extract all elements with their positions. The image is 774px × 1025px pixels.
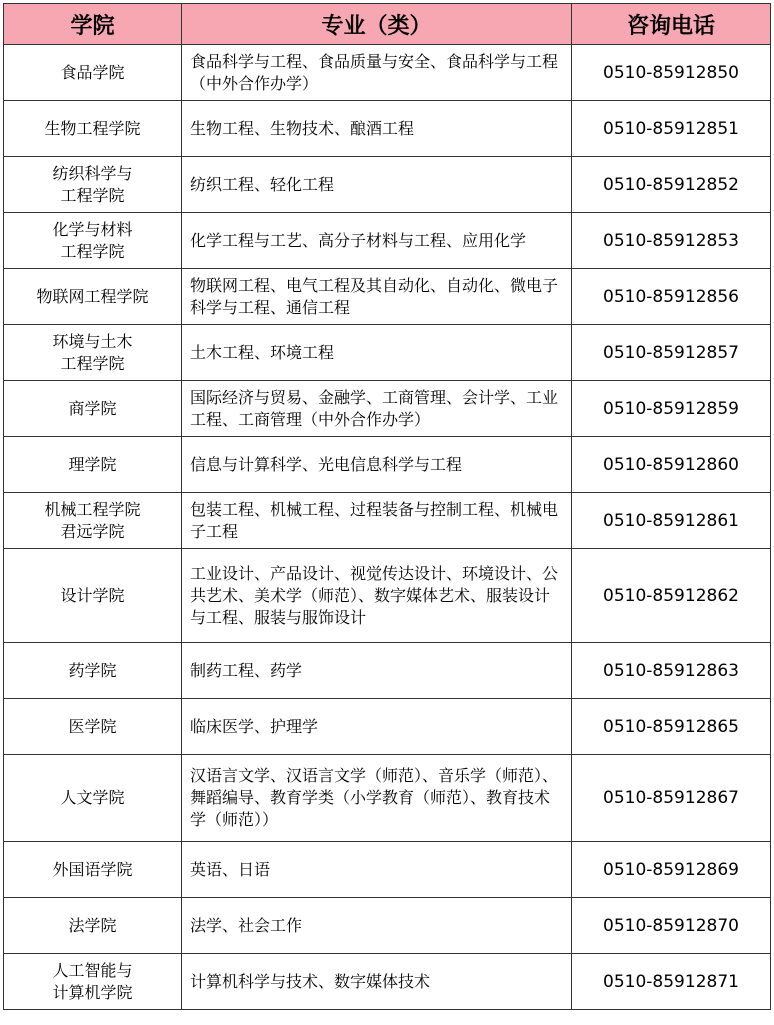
phone-cell: 0510-85912860 — [572, 437, 771, 493]
table-row — [4, 45, 771, 101]
admissions-contact-table-container — [3, 3, 771, 1010]
majors-cell: 物联网工程、电气工程及其自动化、自动化、微电子科学与工程、通信工程 — [182, 269, 572, 325]
column-header-majors: 专业（类） — [182, 4, 572, 45]
table-row — [4, 157, 771, 213]
phone-cell: 0510-85912850 — [572, 45, 771, 101]
phone-cell: 0510-85912869 — [572, 842, 771, 898]
college-cell: 外国语学院 — [4, 842, 182, 898]
phone-cell: 0510-85912851 — [572, 101, 771, 157]
college-cell: 化学与材料 工程学院 — [4, 213, 182, 269]
phone-cell: 0510-85912861 — [572, 493, 771, 549]
phone-cell: 0510-85912867 — [572, 755, 771, 842]
column-header-college: 学院 — [4, 4, 182, 45]
college-cell: 药学院 — [4, 643, 182, 699]
column-header-phone: 咨询电话 — [572, 4, 771, 45]
majors-cell: 法学、社会工作 — [182, 898, 572, 954]
college-cell: 生物工程学院 — [4, 101, 182, 157]
phone-cell: 0510-85912863 — [572, 643, 771, 699]
phone-cell: 0510-85912859 — [572, 381, 771, 437]
phone-cell: 0510-85912856 — [572, 269, 771, 325]
college-cell: 人文学院 — [4, 755, 182, 842]
majors-cell: 英语、日语 — [182, 842, 572, 898]
majors-cell: 生物工程、生物技术、酿酒工程 — [182, 101, 572, 157]
table-row — [4, 493, 771, 549]
college-cell: 物联网工程学院 — [4, 269, 182, 325]
table-row — [4, 213, 771, 269]
phone-cell: 0510-85912857 — [572, 325, 771, 381]
college-cell: 环境与土木 工程学院 — [4, 325, 182, 381]
admissions-contact-table — [3, 3, 771, 1010]
table-row — [4, 549, 771, 643]
phone-cell: 0510-85912865 — [572, 699, 771, 755]
majors-cell: 包装工程、机械工程、过程装备与控制工程、机械电子工程 — [182, 493, 572, 549]
majors-cell: 工业设计、产品设计、视觉传达设计、环境设计、公共艺术、美术学（师范）、数字媒体艺术、服装设计与工程、服装与服饰设计 — [182, 549, 572, 643]
table-row — [4, 381, 771, 437]
phone-cell: 0510-85912871 — [572, 954, 771, 1010]
table-row — [4, 269, 771, 325]
table-row — [4, 898, 771, 954]
table-row — [4, 325, 771, 381]
majors-cell: 化学工程与工艺、高分子材料与工程、应用化学 — [182, 213, 572, 269]
college-cell: 设计学院 — [4, 549, 182, 643]
majors-cell: 信息与计算科学、光电信息科学与工程 — [182, 437, 572, 493]
phone-cell: 0510-85912853 — [572, 213, 771, 269]
college-cell: 纺织科学与 工程学院 — [4, 157, 182, 213]
college-cell: 理学院 — [4, 437, 182, 493]
majors-cell: 制药工程、药学 — [182, 643, 572, 699]
college-cell: 人工智能与 计算机学院 — [4, 954, 182, 1010]
majors-cell: 临床医学、护理学 — [182, 699, 572, 755]
phone-cell: 0510-85912862 — [572, 549, 771, 643]
majors-cell: 国际经济与贸易、金融学、工商管理、会计学、工业工程、工商管理（中外合作办学） — [182, 381, 572, 437]
phone-cell: 0510-85912870 — [572, 898, 771, 954]
table-row — [4, 437, 771, 493]
table-body — [4, 45, 771, 1010]
phone-cell: 0510-85912852 — [572, 157, 771, 213]
college-cell: 商学院 — [4, 381, 182, 437]
majors-cell: 土木工程、环境工程 — [182, 325, 572, 381]
table-row — [4, 842, 771, 898]
table-row — [4, 101, 771, 157]
majors-cell: 计算机科学与技术、数字媒体技术 — [182, 954, 572, 1010]
college-cell: 医学院 — [4, 699, 182, 755]
majors-cell: 汉语言文学、汉语言文学（师范）、音乐学（师范）、舞蹈编导、教育学类（小学教育（师范）、教育技术学（师范）） — [182, 755, 572, 842]
table-row — [4, 954, 771, 1010]
table-row — [4, 699, 771, 755]
majors-cell: 纺织工程、轻化工程 — [182, 157, 572, 213]
majors-cell: 食品科学与工程、食品质量与安全、食品科学与工程（中外合作办学） — [182, 45, 572, 101]
college-cell: 食品学院 — [4, 45, 182, 101]
college-cell: 法学院 — [4, 898, 182, 954]
table-row — [4, 643, 771, 699]
college-cell: 机械工程学院 君远学院 — [4, 493, 182, 549]
table-row — [4, 755, 771, 842]
table-header-row — [4, 4, 771, 45]
